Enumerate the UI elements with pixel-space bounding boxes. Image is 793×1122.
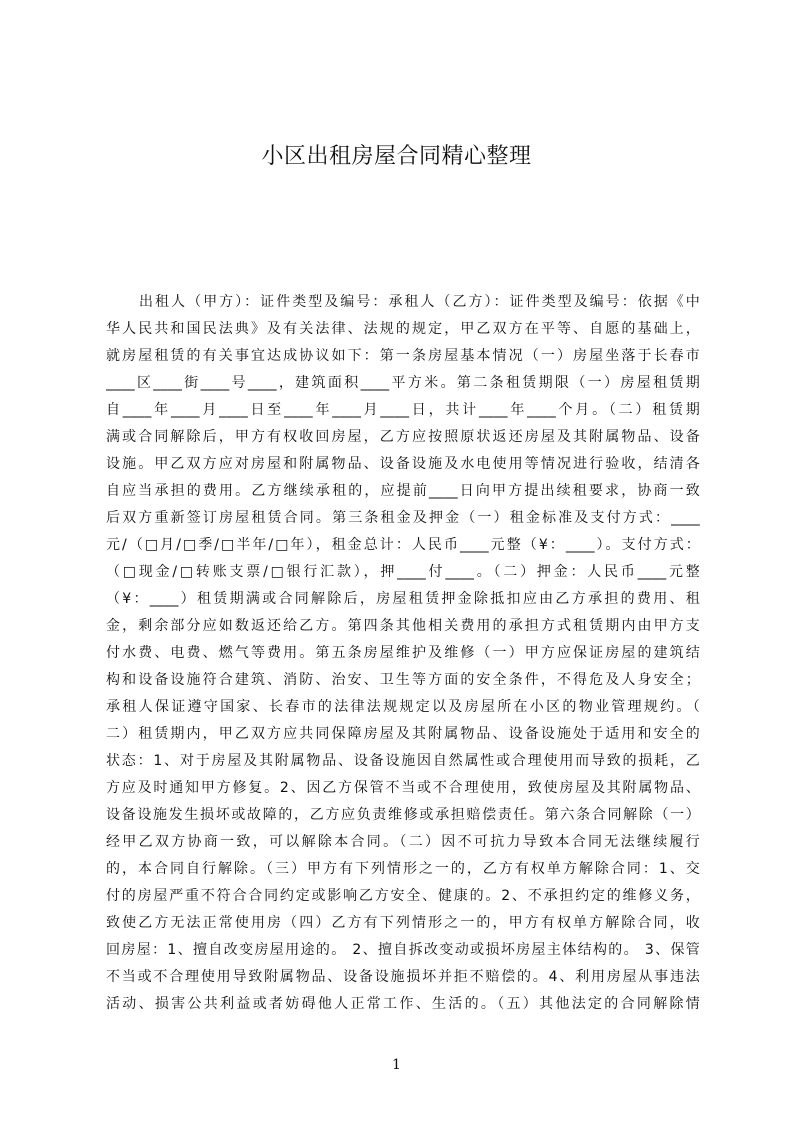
page-number: 1: [392, 1057, 401, 1073]
body-line: 的，本合同自行解除。（三）甲方有下列情形之一的，乙方有权单方解除合同：1、交: [106, 861, 700, 877]
body-line: 后双方重新签订房屋租赁合同。第三条租金及押金（一）租金标准及支付方式：____: [106, 510, 700, 526]
body-line: （¥：____）租赁期满或合同解除后，房屋租赁押金除抵扣应由乙方承担的费用、租: [106, 591, 700, 607]
body-line: 构和设备设施符合建筑、消防、治安、卫生等方面的安全条件，不得危及人身安全；: [106, 672, 700, 688]
document-title: 小区出租房屋合同精心整理: [261, 144, 532, 169]
contract-body: [106, 289, 700, 1018]
body-line: 元/（□月/□季/□半年/□年），租金总计：人民币____元整（¥：____）。支付方式：: [106, 537, 700, 553]
body-line: 金，剩余部分应如数返还给乙方。第四条其他相关费用的承担方式租赁期内由甲方支: [106, 618, 700, 634]
body-line: ____区____街____号____，建筑面积____平方米。第二条租赁期限（一）房屋租赁期: [106, 375, 700, 391]
body-line: 自应当承担的费用。乙方继续承租的，应提前____日向甲方提出续租要求，协商一致: [106, 483, 700, 499]
body-line: 满或合同解除后，甲方有权收回房屋，乙方应按照原状返还房屋及其附属物品、设备: [106, 429, 700, 445]
body-line: 承租人保证遵守国家、长春市的法律法规规定以及房屋所在小区的物业管理规约。（: [106, 699, 700, 715]
body-line: 付水费、电费、燃气等费用。第五条房屋维护及维修（一）甲方应保证房屋的建筑结: [106, 645, 700, 661]
body-line: 经甲乙双方协商一致，可以解除本合同。（二）因不可抗力导致本合同无法继续履行: [106, 834, 700, 850]
body-line: 就房屋租赁的有关事宜达成协议如下：第一条房屋基本情况（一）房屋坐落于长春市: [106, 348, 700, 364]
body-line: 不当或不合理使用导致附属物品、设备设施损坏并拒不赔偿的。4、利用房屋从事违法: [106, 969, 700, 985]
body-line: 致使乙方无法正常使用房（四）乙方有下列情形之一的，甲方有权单方解除合同，收: [106, 915, 700, 931]
body-line: （□现金/□转账支票/□银行汇款），押____付____。（二）押金：人民币____元整: [106, 564, 700, 580]
body-line: 自____年____月____日至____年____月____日，共计____年____个月。（二）租赁期: [106, 402, 700, 418]
body-line: 方应及时通知甲方修复。2、因乙方保管不当或不合理使用，致使房屋及其附属物品、: [106, 780, 700, 796]
body-line: 回房屋：1、擅自改变房屋用途的。 2、擅自拆改变动或损坏房屋主体结构的。 3、保管: [106, 942, 700, 958]
body-line: 设备设施发生损坏或故障的，乙方应负责维修或承担赔偿责任。第六条合同解除（一）: [106, 807, 700, 823]
body-line: 出租人（甲方）：证件类型及编号：承租人（乙方）：证件类型及编号：依据《中: [139, 294, 700, 310]
body-line: 二）租赁期内，甲乙双方应共同保障房屋及其附属物品、设备设施处于适用和安全的: [106, 726, 700, 742]
body-line: 付的房屋严重不符合合同约定或影响乙方安全、健康的。2、不承担约定的维修义务，: [106, 888, 700, 904]
body-line: 状态：1、对于房屋及其附属物品、设备设施因自然属性或合理使用而导致的损耗，乙: [106, 753, 700, 769]
body-line: 华人民共和国民法典》及有关法律、法规的规定，甲乙双方在平等、自愿的基础上，: [106, 321, 700, 337]
body-line: 活动、损害公共利益或者妨碍他人正常工作、生活的。（五）其他法定的合同解除情: [106, 996, 700, 1012]
body-line: 设施。甲乙双方应对房屋和附属物品、设备设施及水电使用等情况进行验收，结清各: [106, 456, 700, 472]
